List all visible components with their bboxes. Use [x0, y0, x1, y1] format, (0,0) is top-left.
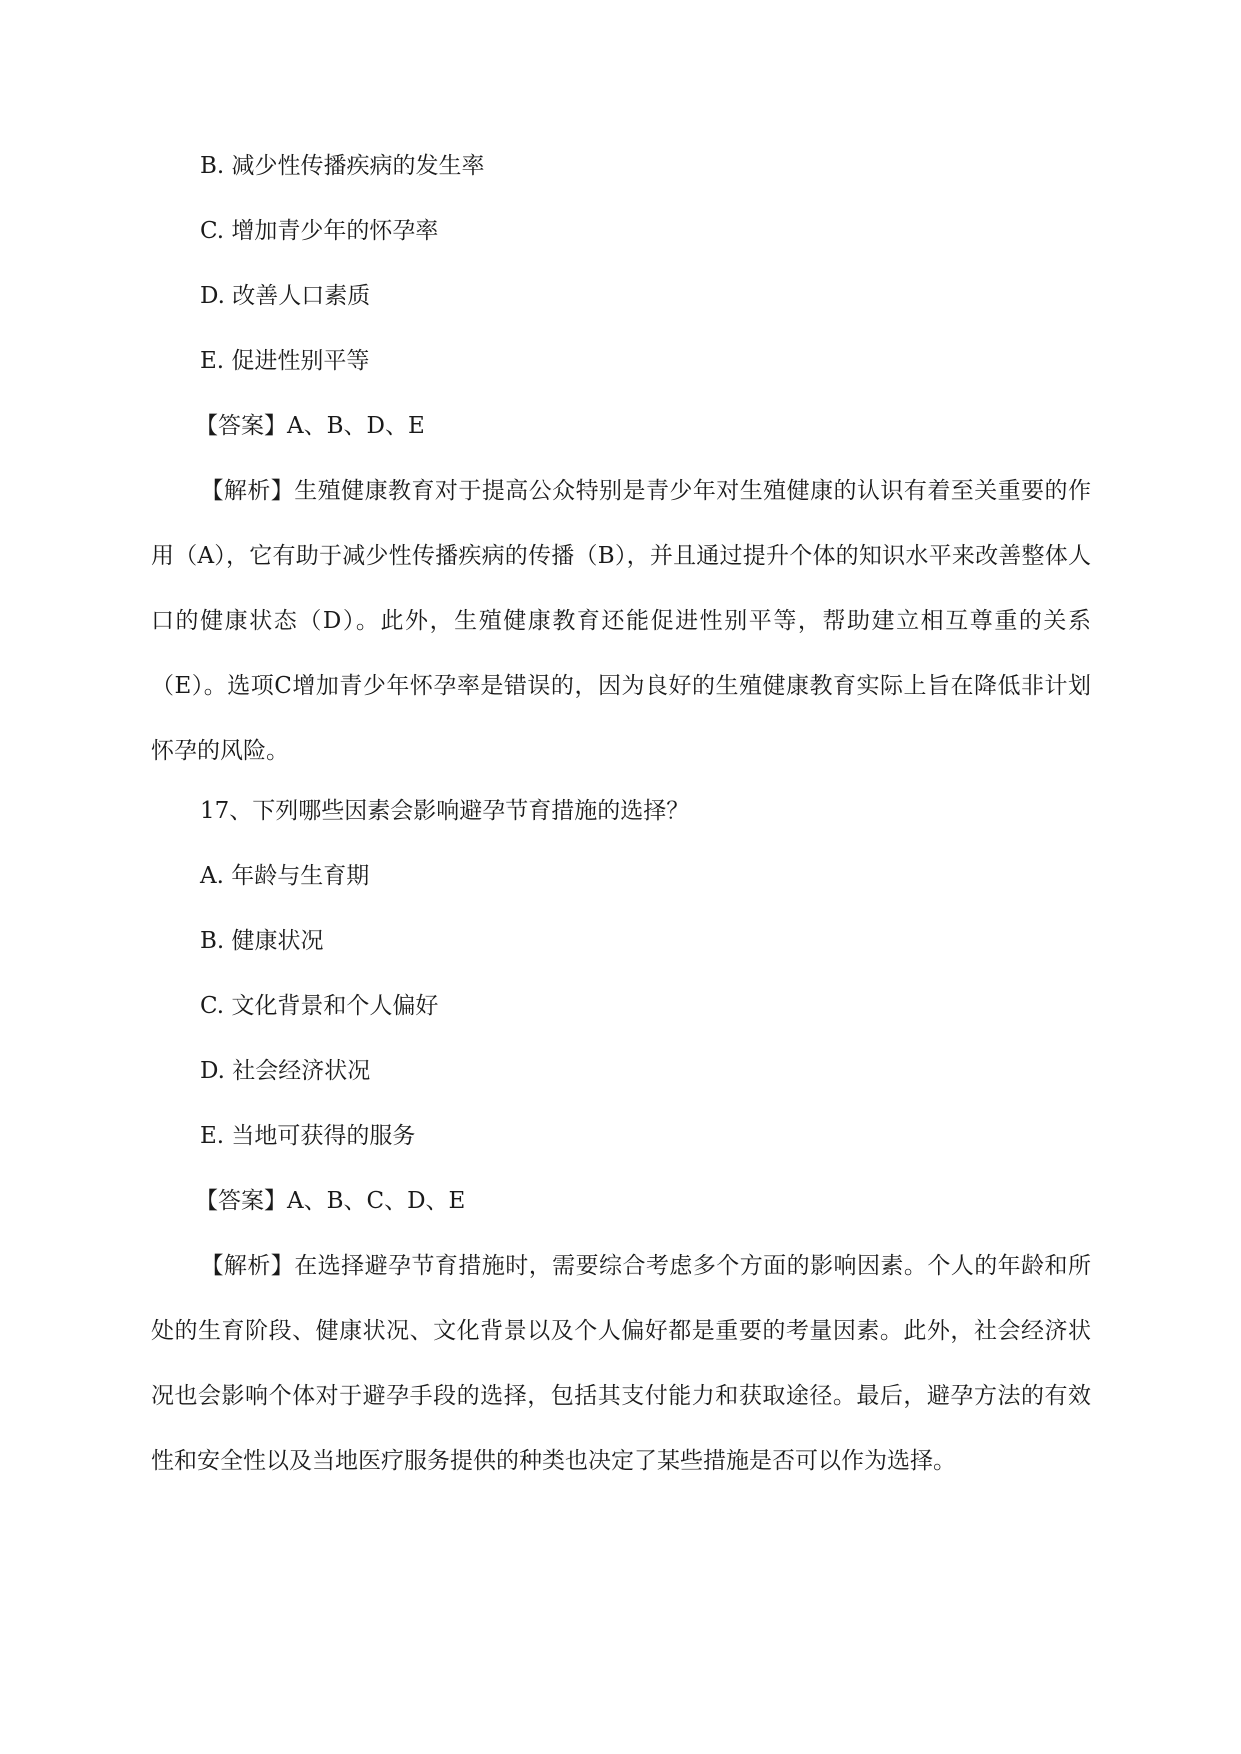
q16-option-b: B. 减少性传播疾病的发生率: [200, 153, 485, 179]
q17-answer: 【答案】A、B、C、D、E: [195, 1188, 466, 1214]
q16-analysis: [151, 459, 1091, 784]
q17-question: 17、下列哪些因素会影响避孕节育措施的选择？: [200, 798, 690, 824]
q16-analysis-text: 【解析】生殖健康教育对于提高公众特别是青少年对生殖健康的认识有着至关重要的作用（A），它有助于减少性传播疾病的传播（B），并且通过提升个体的知识水平来改善整体人口的健康状态（D）。此外，生殖健康教育还能促进性别平等，帮助建立相互尊重的关系（E）。选项C增加青少年怀孕率是错误的，因为良好的生殖健康教育实际上旨在降低非计划怀孕的风险。: [151, 478, 1091, 764]
q17-option-a: A. 年龄与生育期: [200, 863, 370, 889]
q16-answer: 【答案】A、B、D、E: [195, 413, 425, 439]
q16-option-c: C. 增加青少年的怀孕率: [200, 218, 439, 244]
q17-option-d: D. 社会经济状况: [200, 1058, 371, 1084]
q17-option-e: E. 当地可获得的服务: [200, 1123, 416, 1149]
q17-analysis-text: 【解析】在选择避孕节育措施时，需要综合考虑多个方面的影响因素。个人的年龄和所处的生育阶段、健康状况、文化背景以及个人偏好都是重要的考量因素。此外，社会经济状况也会影响个体对于避孕手段的选择，包括其支付能力和获取途径。最后，避孕方法的有效性和安全性以及当地医疗服务提供的种类也决定了某些措施是否可以作为选择。: [151, 1253, 1091, 1474]
q17-option-b: B. 健康状况: [200, 928, 324, 954]
q17-option-c: C. 文化背景和个人偏好: [200, 993, 439, 1019]
q17-analysis: [151, 1234, 1091, 1494]
q16-option-e: E. 促进性别平等: [200, 348, 370, 374]
q16-option-d: D. 改善人口素质: [200, 283, 371, 309]
